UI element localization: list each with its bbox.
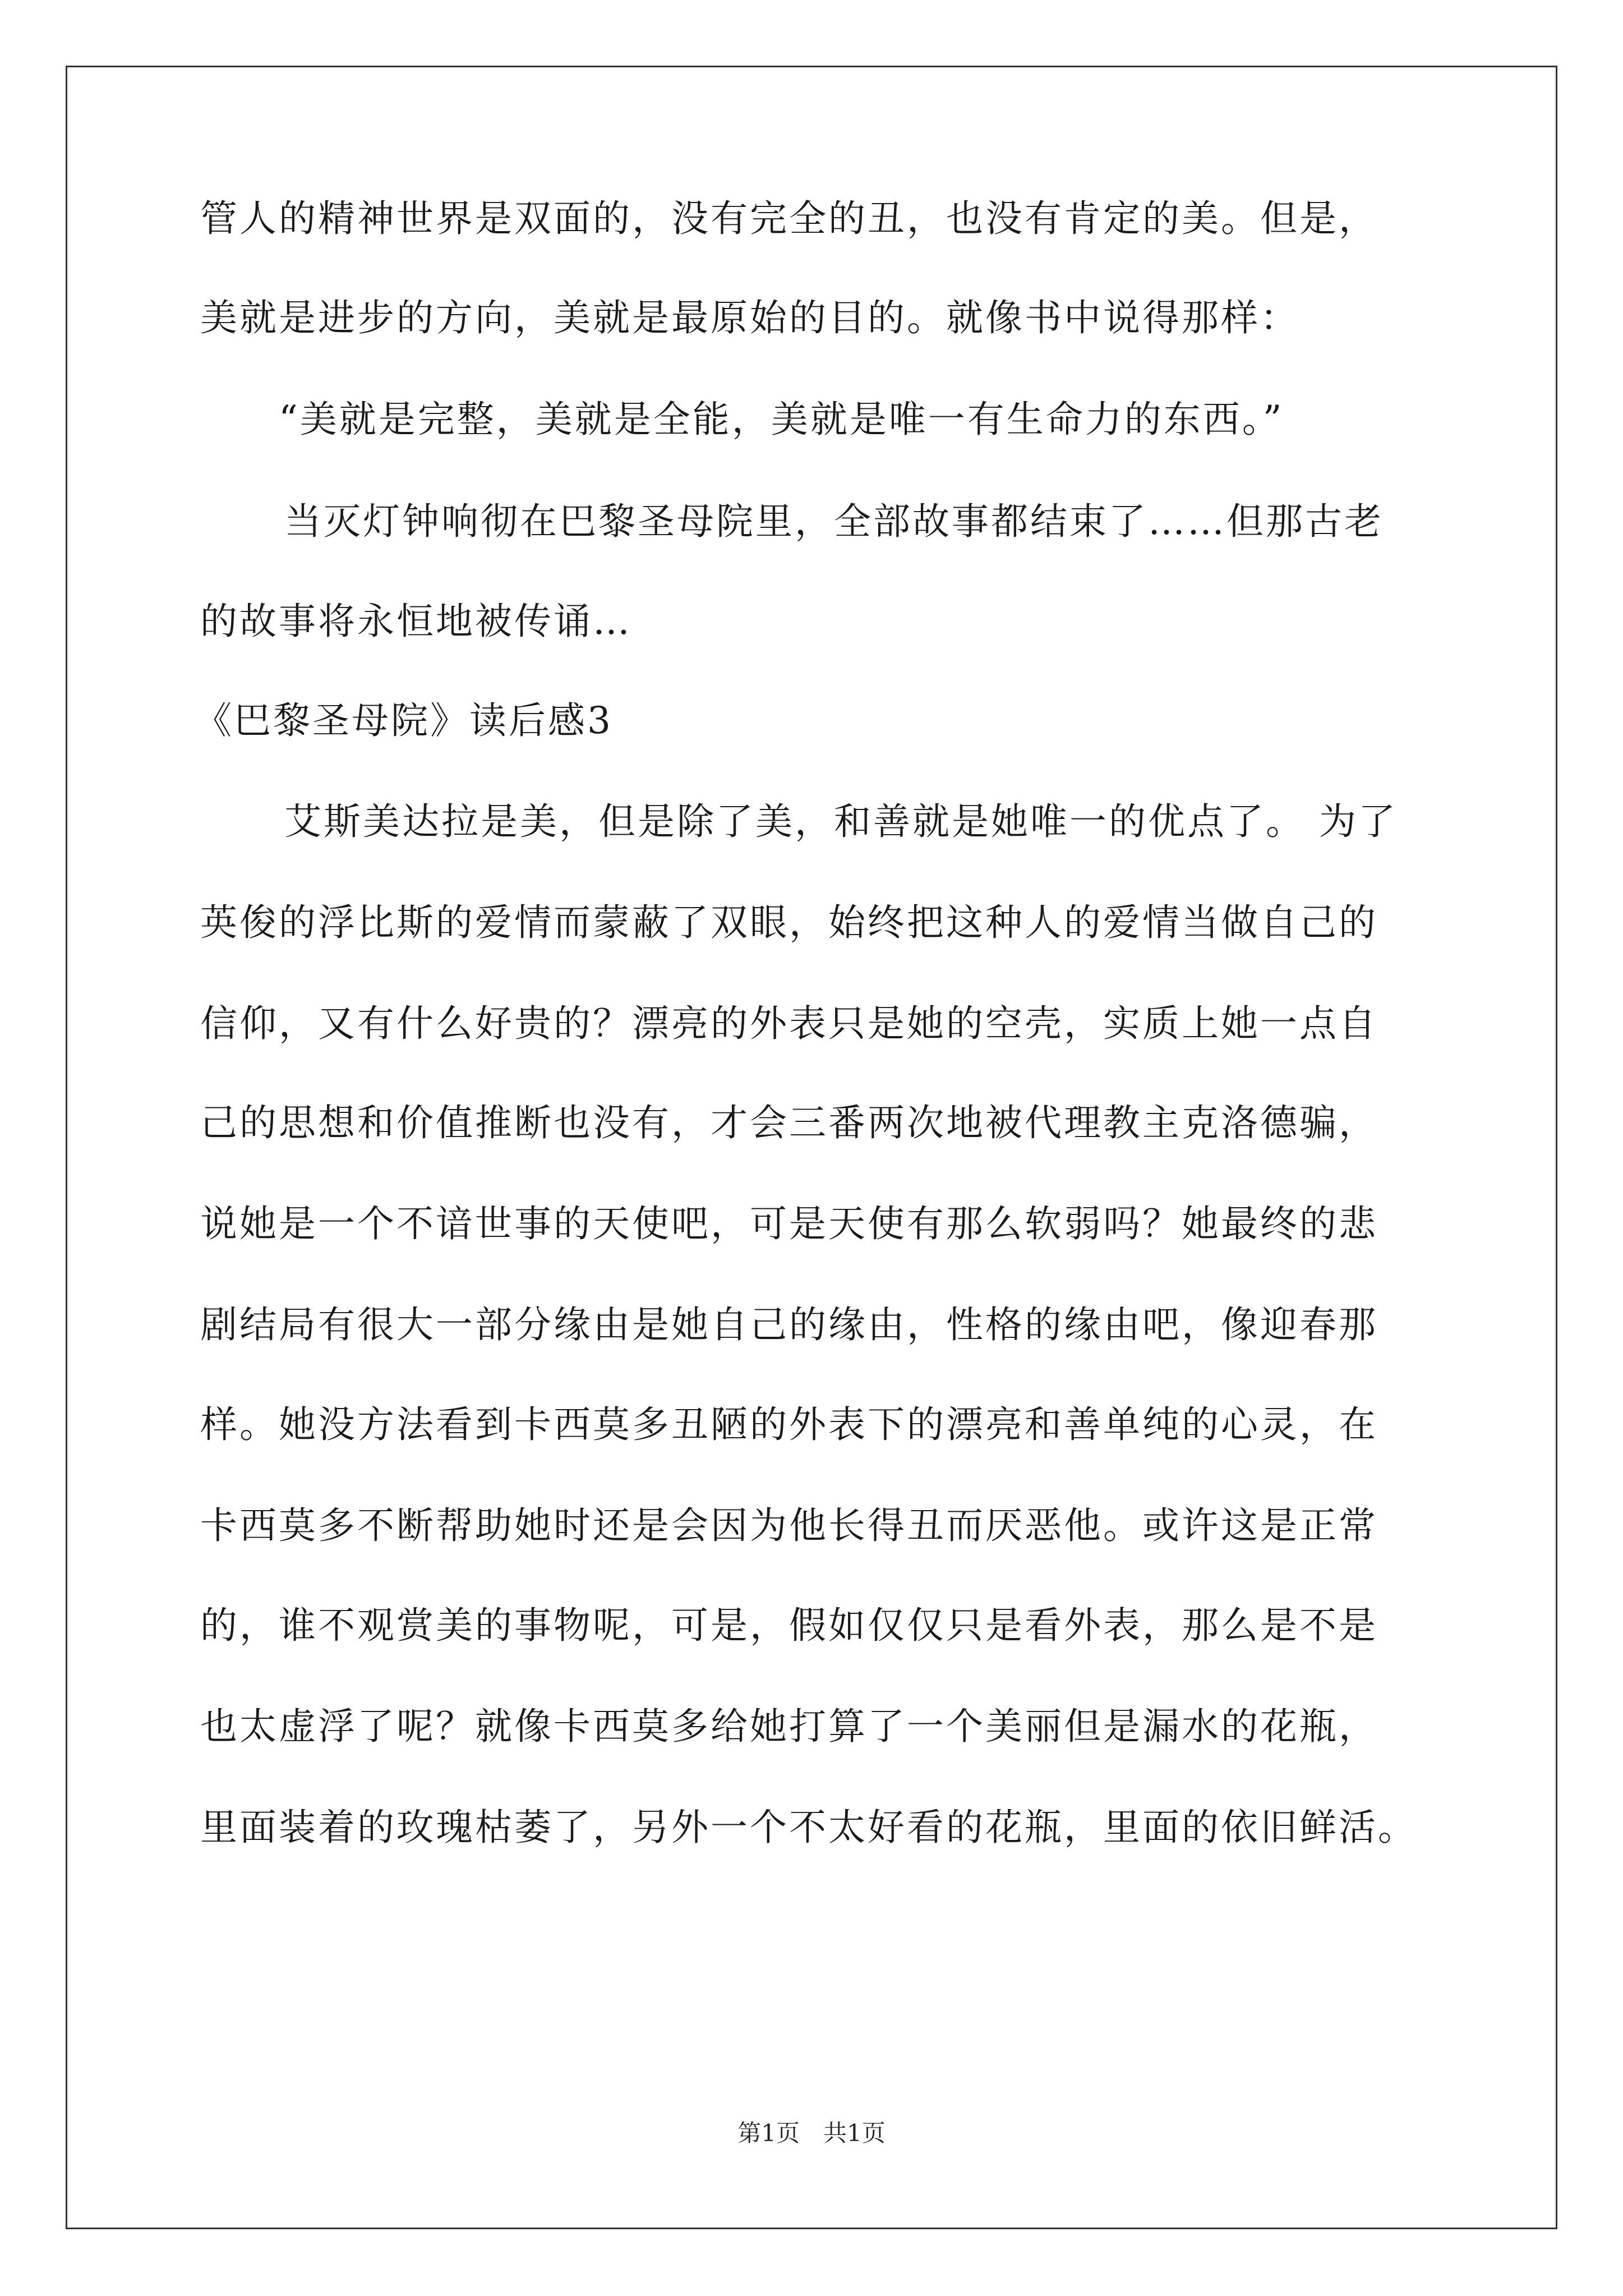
- paragraph-line: 说她是一个不谙世事的天使吧，可是天使有那么软弱吗？她最终的悲: [200, 1202, 1378, 1245]
- quote-line: “美就是完整，美就是全能，美就是唯一有生命力的东西。”: [279, 398, 1284, 441]
- paragraph-line: 信仰，又有什么好贵的？漂亮的外表只是她的空壳，实质上她一点自: [200, 1002, 1378, 1045]
- paragraph-line: 样。她没方法看到卡西莫多丑陋的外表下的漂亮和善单纯的心灵，在: [200, 1403, 1378, 1446]
- page-border: [66, 66, 1557, 2229]
- paragraph-line: 英俊的浮比斯的爱情而蒙蔽了双眼，始终把这种人的爱情当做自己的: [200, 901, 1378, 944]
- paragraph-line: 当灭灯钟响彻在巴黎圣母院里，全部故事都结束了……但那古老: [284, 500, 1384, 543]
- paragraph-line: 的故事将永恒地被传诵…: [200, 600, 632, 643]
- paragraph-line: 里面装着的玫瑰枯萎了，另外一个不太好看的花瓶，里面的依旧鲜活。: [200, 1806, 1417, 1849]
- paragraph-line: 艾斯美达拉是美，但是除了美，和善就是她唯一的优点了。 为了: [284, 800, 1398, 843]
- paragraph-line: 美就是进步的方向，美就是最原始的目的。就像书中说得那样：: [200, 296, 1299, 339]
- page-number: 第1页 共1页: [737, 2119, 886, 2147]
- paragraph-line: 己的思想和价值推断也没有，才会三番两次地被代理教主克洛德骗，: [200, 1101, 1378, 1144]
- paragraph-line: 管人的精神世界是双面的，没有完全的丑，也没有肯定的美。但是，: [200, 197, 1378, 240]
- paragraph-line: 的，谁不观赏美的事物呢，可是，假如仅仅只是看外表，那么是不是: [200, 1604, 1378, 1647]
- paragraph-line: 卡西莫多不断帮助她时还是会因为他长得丑而厌恶他。或许这是正常: [200, 1504, 1378, 1547]
- paragraph-line: 剧结局有很大一部分缘由是她自己的缘由，性格的缘由吧，像迎春那: [200, 1303, 1378, 1346]
- section-heading: 《巴黎圣母院》读后感3: [195, 699, 613, 742]
- paragraph-line: 也太虚浮了呢？就像卡西莫多给她打算了一个美丽但是漏水的花瓶，: [200, 1705, 1378, 1748]
